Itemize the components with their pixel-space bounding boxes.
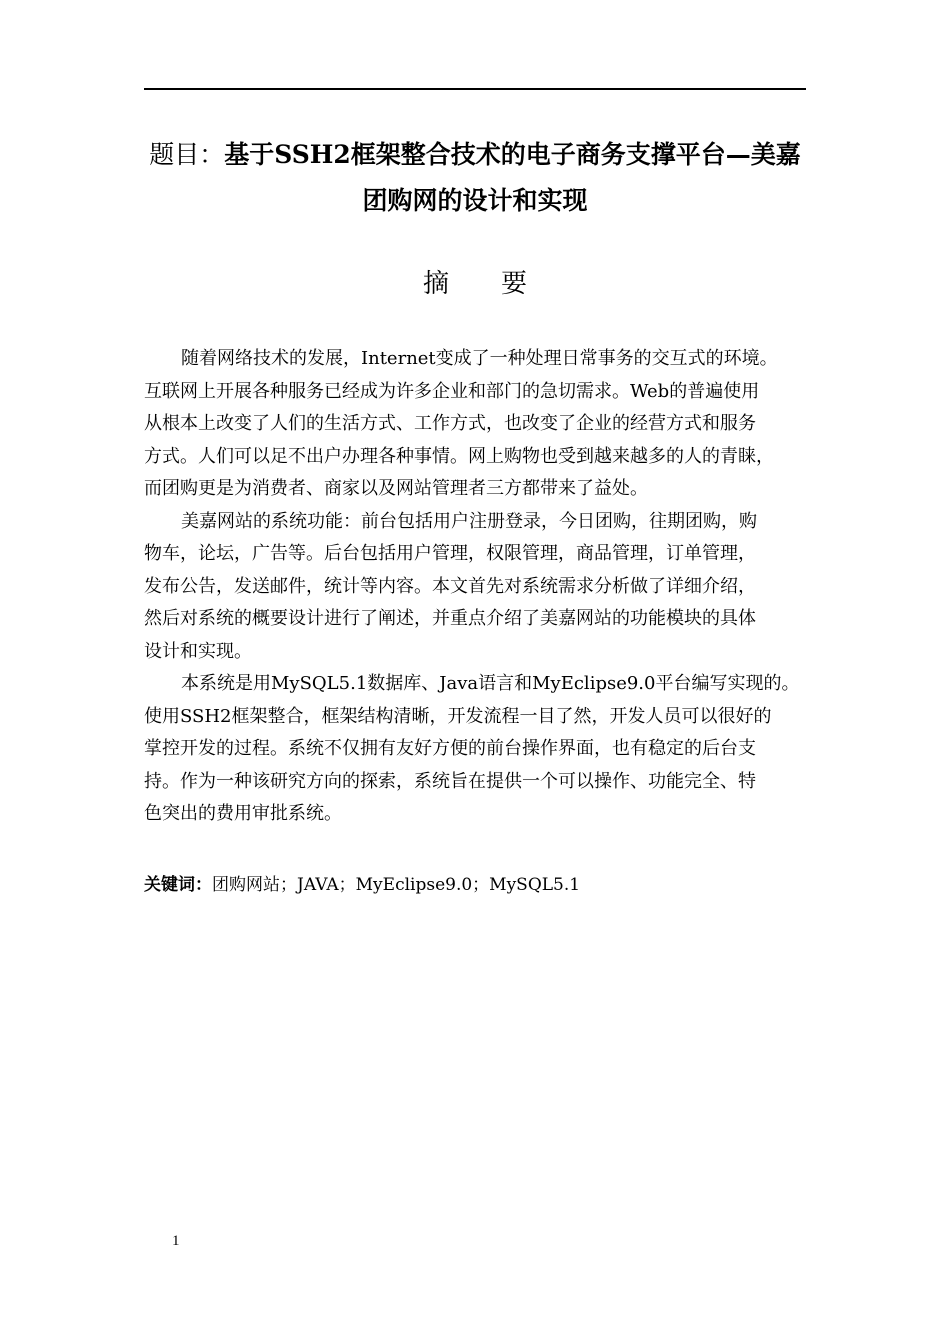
paragraph-line: 然后对系统的概要设计进行了阐述，并重点介绍了美嘉网站的功能模块的具体 (144, 608, 756, 629)
abstract-heading-left: 摘 (422, 269, 449, 299)
keywords-value: 团购网站；JAVA；MyEclipse9.0；MySQL5.1 (212, 875, 581, 895)
keywords (144, 870, 806, 900)
abstract-body (144, 343, 824, 831)
keywords-label: 关键词： (144, 875, 212, 895)
page-number: 1 (172, 1233, 180, 1249)
paragraph-line: 互联网上开展各种服务已经成为许多企业和部门的急切需求。Web的普遍使用 (144, 380, 760, 402)
paragraph-line: 随着网络技术的发展，Internet变成了一种处理日常事务的交互式的环境。 (181, 348, 778, 369)
abstract-paragraph-1 (144, 343, 824, 506)
paragraph-line: 而团购更是为消费者、商家以及网站管理者三方都带来了益处。 (144, 478, 648, 499)
title-main-line-2: 团购网的设计和实现 (362, 186, 588, 215)
paragraph-line: 发布公告，发送邮件，统计等内容。本文首先对系统需求分析做了详细介绍， (144, 575, 756, 597)
document-title (144, 132, 806, 224)
paragraph-line: 从根本上改变了人们的生活方式、工作方式，也改变了企业的经营方式和服务 (144, 413, 756, 434)
abstract-paragraph-2 (144, 506, 824, 669)
title-prefix: 题目： (149, 140, 225, 169)
header-rule (144, 88, 806, 90)
abstract-paragraph-3 (144, 668, 824, 831)
title-line-1 (144, 132, 806, 178)
title-main-line-1: 基于SSH2框架整合技术的电子商务支撑平台—美嘉 (224, 140, 801, 169)
paragraph-line: 本系统是用MySQL5.1数据库、Java语言和MyEclipse9.0平台编写实现的。 (181, 673, 800, 694)
abstract-heading-right: 要 (501, 269, 528, 299)
paragraph-line: 持。作为一种该研究方向的探索，系统旨在提供一个可以操作、功能完全、特 (144, 770, 756, 792)
paragraph-line: 设计和实现。 (144, 640, 252, 662)
paragraph-line: 色突出的费用审批系统。 (144, 803, 342, 824)
paragraph-line: 方式。人们可以足不出户办理各种事情。网上购物也受到越来越多的人的青睐， (144, 445, 774, 467)
paragraph-line: 物车，论坛，广告等。后台包括用户管理，权限管理，商品管理，订单管理， (144, 543, 756, 564)
abstract-heading (144, 264, 806, 304)
paragraph-line: 使用SSH2框架整合，框架结构清晰，开发流程一目了然，开发人员可以很好的 (144, 705, 772, 727)
paragraph-line: 美嘉网站的系统功能：前台包括用户注册登录，今日团购，往期团购，购 (181, 510, 757, 532)
paragraph-line: 掌控开发的过程。系统不仅拥有友好方便的前台操作界面，也有稳定的后台支 (144, 738, 756, 759)
